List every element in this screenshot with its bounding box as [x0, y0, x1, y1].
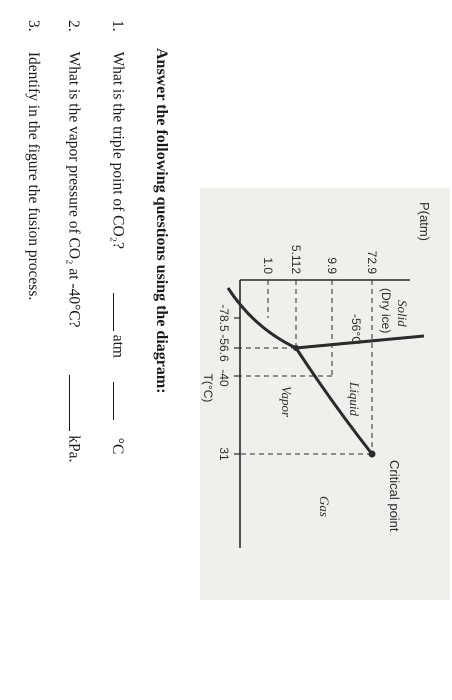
question-number: 2. [65, 20, 83, 32]
critical-point-label: Critical point [387, 460, 402, 532]
answer-unit: °C [109, 437, 127, 455]
p-tick-5-112: 5.112 [289, 244, 303, 274]
figure-background [200, 188, 450, 600]
co2-phase-diagram [200, 188, 450, 600]
question-2 [65, 20, 87, 462]
y-axis-label: P(atm) [417, 202, 432, 241]
question-text: What is the triple point of CO₂? [109, 51, 127, 249]
answer-blank[interactable] [114, 293, 131, 331]
t-tick-31: 31 [217, 447, 231, 461]
answer-unit: atm [109, 334, 127, 358]
question-text: What is the vapor pressure of CO₂ at -40°C? [65, 51, 83, 328]
t-tick-minus-40: -40 [217, 369, 231, 387]
t-tick-minus-78-5: -78.5 [217, 304, 231, 332]
triple-point-marker [293, 345, 299, 351]
region-solid-label: Solid [395, 300, 410, 327]
isotherm-label: -56°C [349, 314, 363, 345]
region-gas-label: Gas [317, 496, 332, 517]
region-vapor-label: Vapor [279, 386, 294, 418]
question-text: Identify in the figure the fusion process. [25, 51, 42, 301]
t-tick-minus-56-6: -56.6 [217, 334, 231, 362]
answer-unit: kPa. [65, 435, 83, 463]
question-1 [109, 20, 131, 454]
p-tick-72-9: 72.9 [365, 250, 379, 274]
p-tick-9-9: 9.9 [325, 257, 339, 274]
question-3 [24, 20, 42, 300]
answer-blank[interactable] [114, 382, 131, 420]
x-axis-label: T(°C) [201, 373, 215, 403]
questions-title: Answer the following questions using the diagram: [153, 48, 170, 394]
region-liquid-label: Liquid [347, 382, 362, 416]
question-number: 1. [109, 20, 127, 32]
region-dry-ice-label: (Dry ice) [379, 288, 393, 334]
answer-blank[interactable] [70, 375, 87, 431]
critical-point-marker [369, 451, 376, 458]
question-number: 3. [25, 20, 42, 32]
p-tick-1-0: 1.0 [261, 257, 275, 274]
